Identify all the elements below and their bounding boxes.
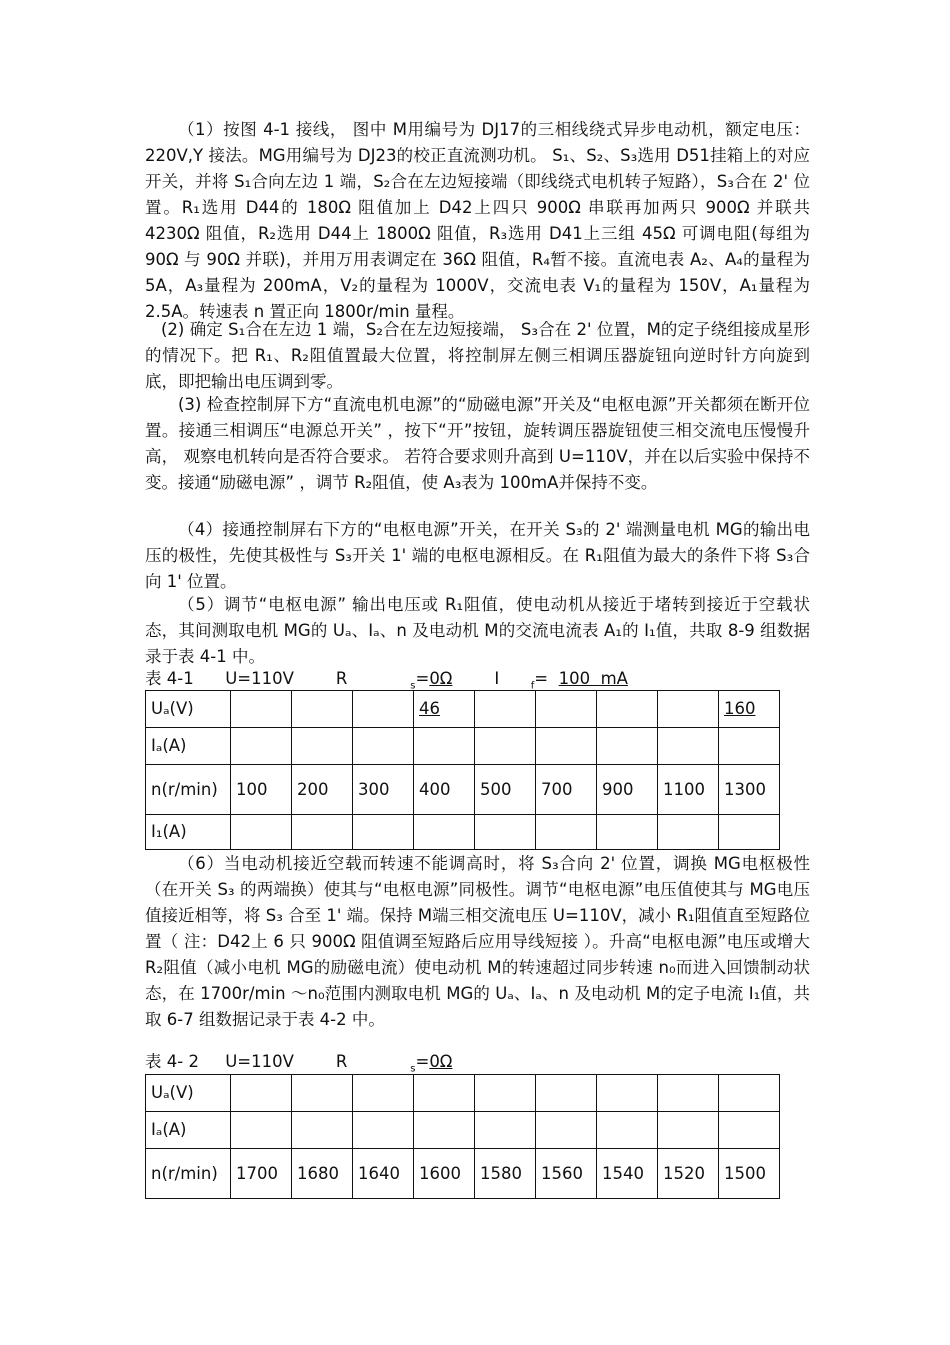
table-cell [292,728,353,765]
table-cell: 400 [414,765,475,815]
caption-label: 表 4- 2 [145,1052,199,1071]
table-cell [536,728,597,765]
table-cell: 1680 [292,1149,353,1199]
table-cell: 500 [475,765,536,815]
table-row [146,765,780,815]
table-row [146,728,780,765]
table-cell [597,1112,658,1149]
table-cell [658,691,719,728]
table-cell: 700 [536,765,597,815]
row-header: n(r/min) [146,765,231,815]
table-cell [414,1112,475,1149]
table-cell [719,815,780,850]
table-cell [475,815,536,850]
table-cell [231,1112,292,1149]
caption-r: R [335,669,348,688]
table-cell [719,728,780,765]
table-cell [597,815,658,850]
table-cell: 1600 [414,1149,475,1199]
table-cell [658,1112,719,1149]
caption-if-value: 100 mA [558,669,628,688]
caption-rs-subscript: s [410,1063,416,1075]
caption-rs-equals: = [415,1052,430,1071]
table-cell [414,1075,475,1112]
table-row [146,691,780,728]
table-row [146,1112,780,1149]
table-cell [353,815,414,850]
caption-rs-value: 0Ω [429,669,453,688]
table-cell: 1520 [658,1149,719,1199]
row-header: Iₐ(A) [146,1112,231,1149]
table-cell [536,1112,597,1149]
table-cell [597,1075,658,1112]
table-cell [597,691,658,728]
table-cell [658,728,719,765]
row-header: Iₐ(A) [146,728,231,765]
table-cell [292,691,353,728]
paragraph-step-4: （4）接通控制屏右下方的“电枢电源”开关，在开关 S₃的 2' 端测量电机 MG的输出电压的极性，先使其极性与 S₃开关 1' 端的电枢电源相反。在 R₁阻值为最大的条件下将 S₃合向 1' 位置。 [145,520,810,591]
table-cell [658,815,719,850]
table-cell [292,1112,353,1149]
table-cell [353,1112,414,1149]
table-row [146,1075,780,1112]
table-cell: 1560 [536,1149,597,1199]
table-cell [597,728,658,765]
table-cell [658,1075,719,1112]
table-cell [353,691,414,728]
table-cell [475,728,536,765]
table-cell: 1500 [719,1149,780,1199]
table-cell: 46 [419,699,440,718]
caption-voltage: U=110V [225,669,294,688]
table-cell: 300 [353,765,414,815]
caption-rs-value: 0Ω [429,1052,453,1071]
table-cell [292,815,353,850]
caption-if-equals: = [534,669,549,688]
table-cell [231,728,292,765]
table-cell: 1640 [353,1149,414,1199]
table-cell [719,1075,780,1112]
table-cell [414,728,475,765]
table-cell [719,1112,780,1149]
caption-label: 表 4-1 [145,669,194,688]
table-row [146,815,780,850]
table-cell: 200 [292,765,353,815]
row-header: n(r/min) [146,1149,231,1199]
table-cell: 160 [724,699,756,718]
table-cell [231,815,292,850]
table-cell [536,815,597,850]
table-cell: 900 [597,765,658,815]
paragraph-step-5: （5）调节“电枢电源” 输出电压或 R₁阻值，使电动机从接近于堵转到接近于空载状态，其间测取电机 MG的 Uₐ、Iₐ、n 及电动机 M的交流电流表 A₁的 I₁值，共取 8-9 组数据录于表 4-1 中。 [145,595,810,666]
table-4-1 [145,690,780,850]
table-cell [475,1112,536,1149]
row-header: Uₐ(V) [146,691,231,728]
table-cell [536,1075,597,1112]
table-cell [353,1075,414,1112]
table-cell [231,691,292,728]
caption-rs-subscript: s [410,680,416,692]
table-cell: 1100 [658,765,719,815]
table-cell: 1700 [231,1149,292,1199]
caption-rs-equals: = [415,669,430,688]
row-header: I₁(A) [146,815,231,850]
caption-if-subscript: f [530,680,535,692]
table-cell: 1580 [475,1149,536,1199]
paragraph-step-1: （1）按图 4-1 接线， 图中 M用编号为 DJ17的三相线绕式异步电动机，额定电压：220V,Y 接法。MG用编号为 DJ23的校正直流测功机。 S₁、S₂、S₃选用 D51挂箱上的对应开关，并将 S₁合向左边 1 端，S₂合在左边短接端（即线绕式电机转子短路），S₃合在 2' 位置。R₁选用 D44的 180Ω 阻值加上 D42上四只 900Ω 串联再加两只 900Ω 并联共 4230Ω 阻值，R₂选用 D44上 1800Ω 阻值，R₃选用 D41上三组 45Ω 可调电阻(每组为 90Ω 与 90Ω 并联)，并用万用表调定在 36Ω 阻值，R₄暂不接。直流电表 A₂、A₄的量程为 5A，A₃量程为 200mA，V₂的量程为 1000V，交流电表 V₁的量程为 150V，A₁量程为 2.5A。转速表 n 置正向 1800r/min 量程。 [145,120,810,321]
caption-voltage: U=110V [225,1052,294,1071]
paragraph-step-2: (2) 确定 S₁合在左边 1 端，S₂合在左边短接端， S₃合在 2' 位置，M的定子绕组接成星形的情况下。把 R₁、R₂阻值置最大位置，将控制屏左侧三相调压器旋钮向逆时针方向旋到底，即把输出电压调到零。 [145,320,810,391]
table-cell [475,691,536,728]
table-cell: 100 [231,765,292,815]
caption-r: R [335,1052,348,1071]
table-cell [292,1075,353,1112]
table-cell [414,815,475,850]
table-cell [353,728,414,765]
table-4-2 [145,1074,780,1199]
caption-i: I [494,669,500,688]
table-cell [536,691,597,728]
table-row [146,1149,780,1199]
table-cell [475,1075,536,1112]
table-cell: 1540 [597,1149,658,1199]
table-cell: 1300 [719,765,780,815]
table-cell [231,1075,292,1112]
paragraph-step-3: (3) 检查控制屏下方“直流电机电源”的“励磁电源”开关及“电枢电源”开关都须在断开位置。接通三相调压“电源总开关” ，按下“开”按钮，旋转调压器旋钮使三相交流电压慢慢升高， 观察电机转向是否符合要求。 若符合要求则升高到 U=110V，并在以后实验中保持不变。接通“励磁电源” ，调节 R₂阻值，使 A₃表为 100mA并保持不变。 [145,395,810,492]
row-header: Uₐ(V) [146,1075,231,1112]
paragraph-step-6: （6）当电动机接近空载而转速不能调高时，将 S₃合向 2' 位置，调换 MG电枢极性（在开关 S₃ 的两端换）使其与“电枢电源”同极性。调节“电枢电源”电压值使其与 MG电压值接近相等，将 S₃ 合至 1' 端。保持 M端三相交流电压 U=110V，减小 R₁阻值直至短路位置（ 注：D42上 6 只 900Ω 阻值调至短路后应用导线短接 ）。升高“电枢电源”电压或增大 R₂阻值（减小电机 MG的励磁电流）使电动机 M的转速超过同步转速 n₀而进入回馈制动状态，在 1700r/min ～n₀范围内测取电机 MG的 Uₐ、Iₐ、n 及电动机 M的定子电流 I₁值，共取 6-7 组数据记录于表 4-2 中。 [145,854,810,1029]
